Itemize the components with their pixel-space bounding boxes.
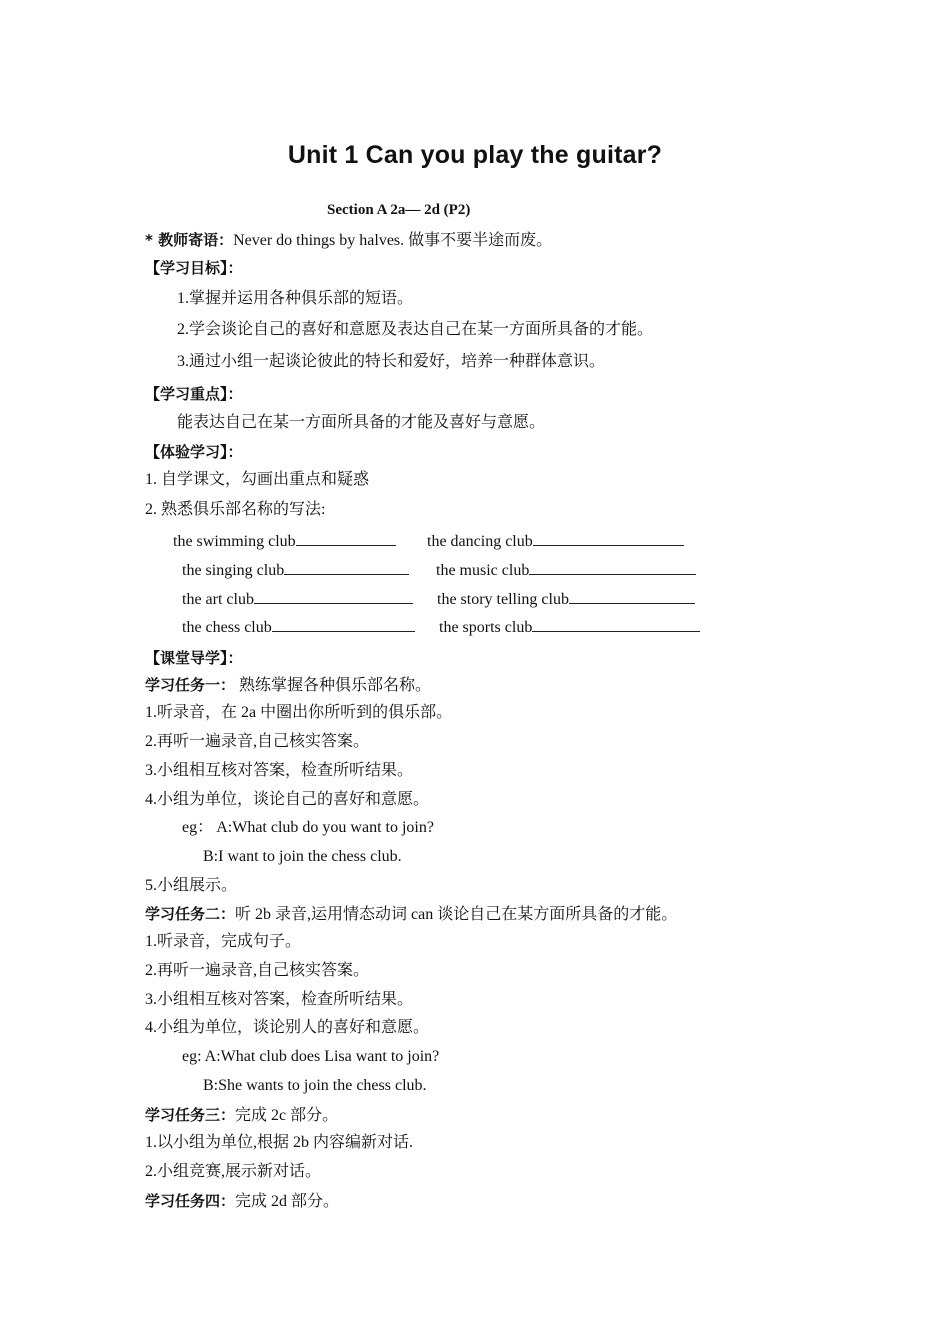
task3-step: 1.以小组为单位,根据 2b 内容编新对话. xyxy=(145,1134,414,1151)
club-item xyxy=(182,559,409,581)
objectives-heading: 【学习目标】： xyxy=(145,259,243,277)
answer-blank[interactable] xyxy=(569,588,695,604)
task4-text: 完成 2d 部分。 xyxy=(235,1193,340,1210)
task1-label: 学习任务一： xyxy=(145,676,236,694)
club-name: the singing club xyxy=(182,562,285,579)
task1-step: 5.小组展示。 xyxy=(145,877,238,894)
task2-step: 1.听录音，完成句子。 xyxy=(145,933,302,950)
club-item xyxy=(173,530,396,552)
answer-blank[interactable] xyxy=(254,588,413,604)
teacher-message xyxy=(145,230,552,251)
answer-blank[interactable] xyxy=(529,559,696,575)
task1-step: 2.再听一遍录音,自己核实答案。 xyxy=(145,733,370,750)
club-name: the dancing club xyxy=(427,533,533,550)
answer-blank[interactable] xyxy=(532,616,700,632)
task1-step: 4.小组为单位，谈论自己的喜好和意愿。 xyxy=(145,791,430,808)
task3-line xyxy=(145,1105,338,1126)
task1-step: 1.听录音，在 2a 中圈出你所听到的俱乐部。 xyxy=(145,704,453,721)
task2-example-a: eg: A:What club does Lisa want to join? xyxy=(182,1048,440,1065)
objective-item: 1.掌握并运用各种俱乐部的短语。 xyxy=(177,290,414,307)
club-name: the story telling club xyxy=(437,591,569,608)
task2-label: 学习任务二： xyxy=(145,905,236,923)
task2-step: 4.小组为单位，谈论别人的喜好和意愿。 xyxy=(145,1019,430,1036)
guide-heading: 【课堂导学】： xyxy=(145,649,243,667)
club-name: the art club xyxy=(182,591,254,608)
answer-blank[interactable] xyxy=(272,616,415,632)
club-item xyxy=(182,588,413,610)
teacher-message-text: Never do things by halves. 做事不要半途而废。 xyxy=(233,232,553,249)
page-title: Unit 1 Can you play the guitar? xyxy=(287,141,663,169)
task2-text: 听 2b 录音,运用情态动词 can 谈论自己在某方面所具备的才能。 xyxy=(235,906,678,923)
answer-blank[interactable] xyxy=(533,530,684,546)
task1-step: 3.小组相互核对答案，检查所听结果。 xyxy=(145,762,414,779)
task2-step: 2.再听一遍录音,自己核实答案。 xyxy=(145,962,370,979)
task1-example-a: eg： A:What club do you want to join? xyxy=(182,819,434,836)
key-points-heading: 【学习重点】： xyxy=(145,385,243,403)
task4-label: 学习任务四： xyxy=(145,1192,236,1210)
club-name: the chess club xyxy=(182,619,272,636)
task4-line xyxy=(145,1191,339,1212)
task3-label: 学习任务三： xyxy=(145,1106,236,1124)
club-item xyxy=(437,588,695,610)
club-name: the sports club xyxy=(439,619,533,636)
section-subtitle: Section A 2a— 2d (P2) xyxy=(327,202,471,218)
task2-example-b: B:She wants to join the chess club. xyxy=(203,1077,427,1094)
experience-item: 1. 自学课文，勾画出重点和疑惑 xyxy=(145,471,370,488)
task1-line xyxy=(145,675,431,696)
club-item xyxy=(436,559,696,581)
task3-step: 2.小组竞赛,展示新对话。 xyxy=(145,1163,322,1180)
task2-step: 3.小组相互核对答案，检查所听结果。 xyxy=(145,991,414,1008)
answer-blank[interactable] xyxy=(284,559,409,575)
club-item xyxy=(427,530,684,552)
experience-item: 2. 熟悉俱乐部名称的写法: xyxy=(145,501,326,518)
objective-item: 3.通过小组一起谈论彼此的特长和爱好，培养一种群体意识。 xyxy=(177,353,606,370)
experience-heading: 【体验学习】： xyxy=(145,443,243,461)
objective-item: 2.学会谈论自己的喜好和意愿及表达自己在某一方面所具备的才能。 xyxy=(177,321,654,338)
key-points-text: 能表达自己在某一方面所具备的才能及喜好与意愿。 xyxy=(177,414,546,431)
task1-text: 熟练掌握各种俱乐部名称。 xyxy=(235,677,432,694)
task3-text: 完成 2c 部分。 xyxy=(235,1107,339,1124)
answer-blank[interactable] xyxy=(296,530,396,546)
teacher-message-label: * 教师寄语： xyxy=(145,231,234,249)
club-name: the swimming club xyxy=(173,533,296,550)
club-name: the music club xyxy=(436,562,530,579)
club-item xyxy=(439,616,700,638)
club-item xyxy=(182,616,415,638)
task2-line xyxy=(145,904,677,925)
task1-example-b: B:I want to join the chess club. xyxy=(203,848,402,865)
